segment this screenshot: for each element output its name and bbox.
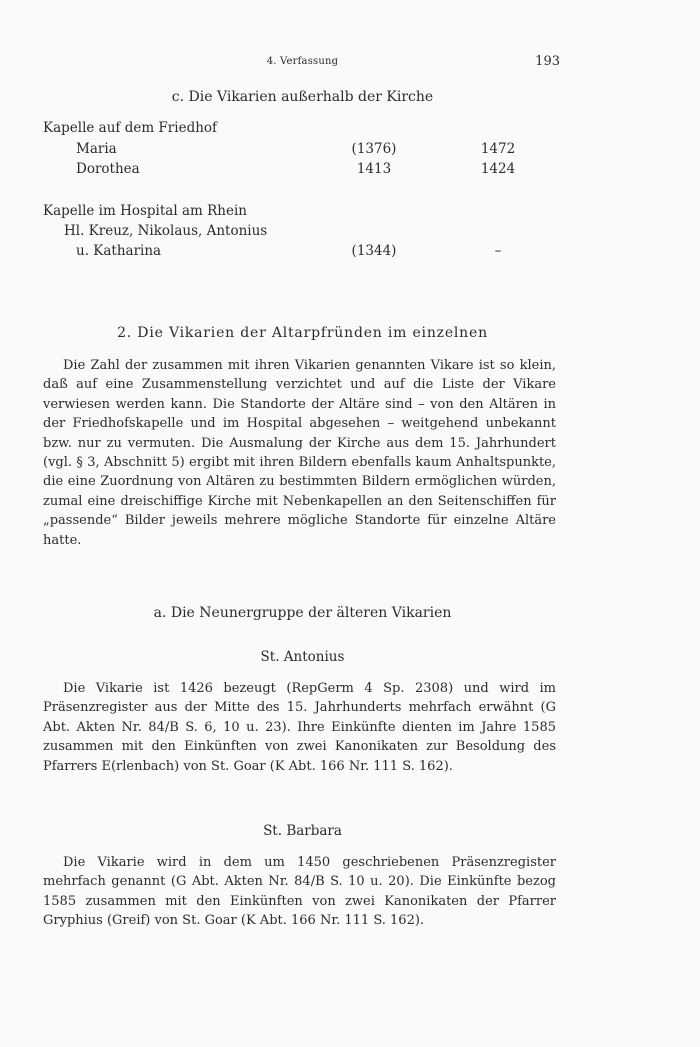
row-name: Dorothea [76, 161, 140, 177]
row-name: Kapelle im Hospital am Rhein [43, 203, 247, 219]
row-first-date: 1413 [356, 161, 392, 177]
table-row [0, 141, 700, 161]
st-barbara-heading: St. Barbara [263, 823, 342, 839]
table-row [0, 223, 700, 243]
row-last-date: 1424 [480, 161, 516, 177]
table-row [0, 161, 700, 181]
section-c-heading: c. Die Vikarien außerhalb der Kirche [171, 89, 434, 105]
st-antonius-heading: St. Antonius [260, 649, 345, 665]
row-first-date: (1344) [351, 243, 397, 259]
row-name: Kapelle auf dem Friedhof [43, 120, 218, 136]
row-first-date: (1376) [351, 141, 397, 157]
st-barbara-paragraph: Die Vikarie wird in dem um 1450 geschriebenen Präsenzregister mehrfach genannt (G Abt. Akten Nr. 84/B S. 10 u. 20). Die Einkünfte bezog 1585 zusammen mit den Einkünften von zwei Kanonikaten der Pfarrer Gryphius (Greif) von St. Goar (K Abt. 166 Nr. 111 S. 162). [43, 855, 556, 929]
running-head [0, 54, 700, 72]
table-row [0, 243, 700, 263]
row-name: Hl. Kreuz, Nikolaus, Antonius [64, 223, 268, 239]
running-title: 4. Verfassung [266, 56, 339, 67]
table-row [0, 203, 700, 223]
row-last-date: 1472 [480, 141, 516, 157]
section-a-heading: a. Die Neunergruppe der älteren Vikarien [153, 605, 452, 621]
page-number: 193 [535, 54, 560, 69]
table-row [0, 120, 700, 140]
section-2-heading: 2. Die Vikarien der Altarpfründen im einzelnen [117, 325, 488, 341]
row-name: u. Katharina [76, 243, 162, 259]
section-2-paragraph: Die Zahl der zusammen mit ihren Vikarien genannten Vikare ist so klein, daß auf eine Zusammenstellung verzichtet und auf die Liste der Vikare verwiesen werden kann. Die Standorte der Altäre sind – von den Altären in der Friedhofskapelle und im Hospital abgesehen – weitgehend unbekannt bzw. nur zu vermuten. Die Ausmalung der Kirche aus dem 15. Jahrhundert (vgl. § 3, Abschnitt 5) ergibt mit ihren Bildern ebenfalls kaum Anhaltspunkte, die eine Zuordnung von Altären zu bestimmten Bildern ermöglichen würden, zumal eine dreischiffige Kirche mit Nebenkapellen an den Seitenschiffen für „passende“ Bilder jeweils mehrere mögliche Standorte für einzelne Altäre hatte. [43, 358, 556, 548]
st-antonius-paragraph: Die Vikarie ist 1426 bezeugt (RepGerm 4 Sp. 2308) und wird im Präsenzregister aus der Mitte des 15. Jahrhunderts mehrfach erwähnt (G Abt. Akten Nr. 84/B S. 6, 10 u. 23). Ihre Einkünfte dienten im Jahre 1585 zusammen mit den Einkünften von zwei Kanonikaten zur Besoldung des Pfarrers E(rlenbach) von St. Goar (K Abt. 166 Nr. 111 S. 162). [43, 681, 556, 774]
row-name: Maria [76, 141, 117, 157]
row-last-date: – [494, 243, 502, 259]
